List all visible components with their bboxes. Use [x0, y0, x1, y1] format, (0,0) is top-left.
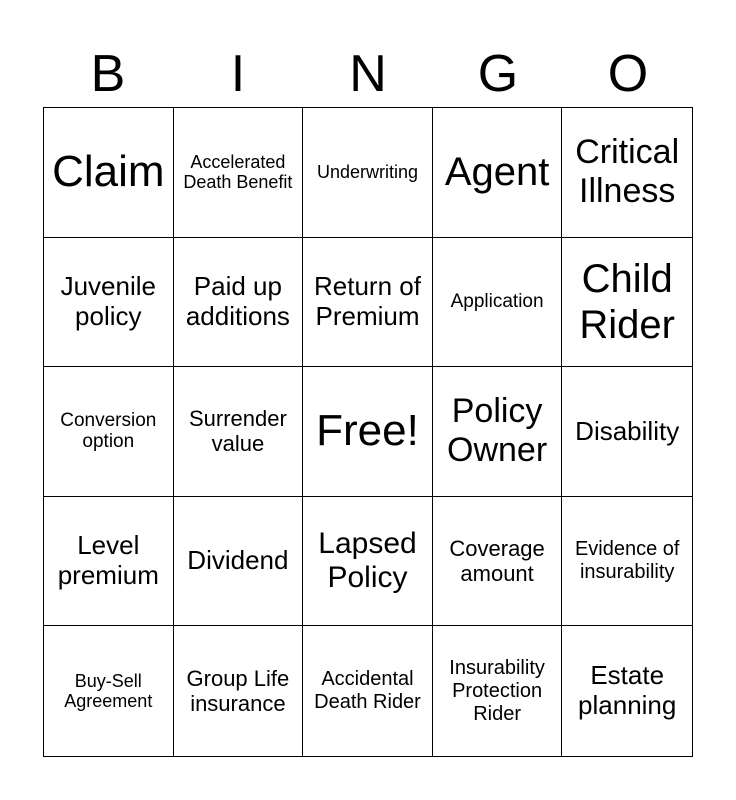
cell-label: Accidental Death Rider: [314, 668, 421, 714]
bingo-cell: [433, 238, 563, 368]
bingo-cell: [562, 238, 692, 368]
cell-label: Surrender value: [188, 406, 287, 457]
cell-label: Coverage amount: [449, 535, 545, 587]
cell-label: Juvenile policy: [60, 271, 156, 331]
cell-label: Free!: [316, 406, 419, 456]
bingo-cell: [174, 108, 304, 238]
bingo-cell: [44, 108, 174, 238]
header-letter-n: N: [349, 45, 387, 103]
cell-label: Dividend: [187, 545, 289, 576]
bingo-cell: [174, 497, 304, 627]
bingo-card: [43, 107, 693, 757]
cell-label: Lapsed Policy: [318, 526, 417, 595]
header-letter-g: G: [477, 45, 519, 103]
header-letter-b: B: [90, 45, 126, 103]
header-letter-o: O: [607, 45, 649, 103]
cell-label: Claim: [52, 147, 165, 196]
cell-label: Underwriting: [316, 161, 419, 182]
cell-label: Insurability Protection Rider: [449, 656, 545, 725]
bingo-cell: [562, 497, 692, 627]
bingo-header: [43, 40, 693, 108]
cell-label: Estate planning: [578, 660, 677, 721]
bingo-cell: [174, 626, 304, 756]
cell-label: Paid up additions: [185, 271, 290, 331]
bingo-cell: [44, 626, 174, 756]
bingo-cell: [44, 367, 174, 497]
cell-label: Critical Illness: [575, 133, 680, 211]
bingo-cell: [303, 367, 433, 497]
cell-label: Level premium: [57, 530, 159, 591]
cell-label: Child Rider: [579, 256, 675, 347]
bingo-cell: [433, 626, 563, 756]
header-letter-i: I: [230, 45, 246, 103]
bingo-cell: [44, 497, 174, 627]
cell-label: Application: [450, 290, 544, 312]
bingo-cell: [44, 238, 174, 368]
bingo-cell: [174, 238, 304, 368]
bingo-cell: [433, 367, 563, 497]
cell-label: Group Life insurance: [186, 665, 290, 717]
bingo-cell: [433, 497, 563, 627]
bingo-cell: [562, 626, 692, 756]
cell-label: Conversion option: [60, 409, 157, 453]
cell-label: Evidence of insurability: [574, 538, 680, 584]
bingo-cell: [303, 626, 433, 756]
cell-label: Return of Premium: [314, 271, 421, 331]
cell-label: Agent: [444, 150, 550, 195]
bingo-cell: [303, 108, 433, 238]
cell-label: Policy Owner: [447, 392, 548, 470]
bingo-cell: [303, 238, 433, 368]
cell-label: Disability: [575, 415, 680, 446]
bingo-cell: [433, 108, 563, 238]
bingo-cell: [303, 497, 433, 627]
bingo-cell: [562, 108, 692, 238]
cell-label: Buy-Sell Agreement: [64, 670, 153, 712]
bingo-cell: [562, 367, 692, 497]
bingo-cell: [174, 367, 304, 497]
cell-label: Accelerated Death Benefit: [183, 151, 293, 193]
